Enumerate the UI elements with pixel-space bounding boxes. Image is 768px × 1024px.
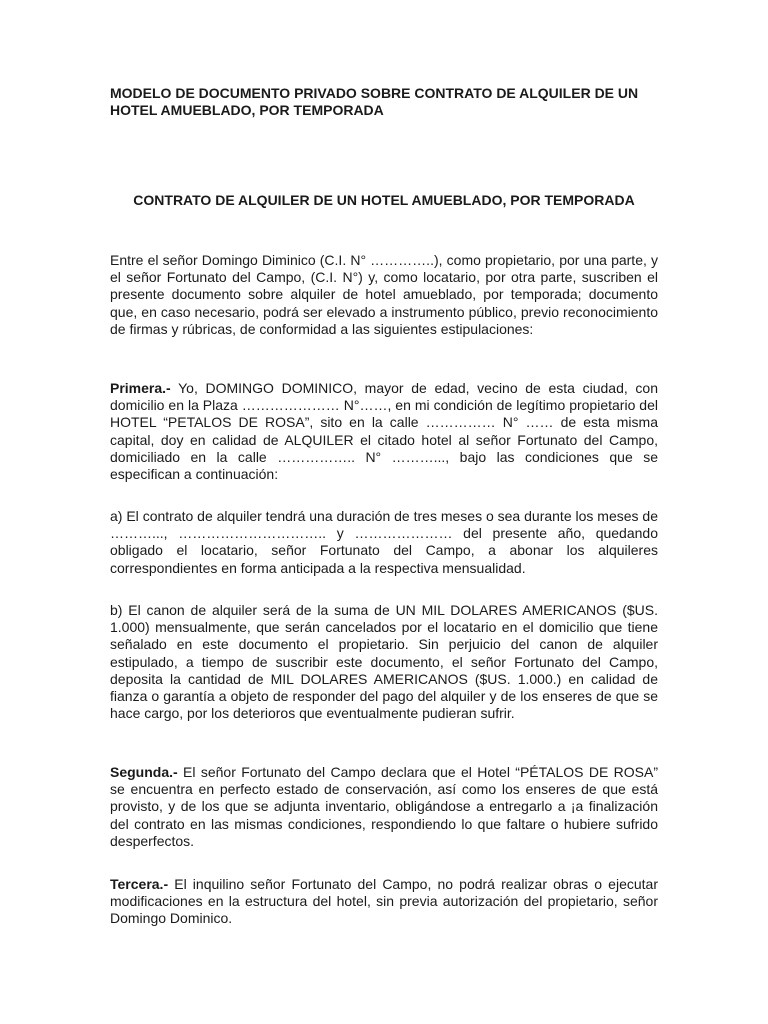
clause-segunda-text: El señor Fortunato del Campo declara que el Hotel “PÉTALOS DE ROSA” se encuentra en perfecto estado de conservación, así como los enseres de que está provisto, y de los que se adjunta inventario, obligándose a entregarlo a ¡a finalización del contrato en las mismas condiciones, respondiendo lo que faltare o hubiere sufrido desperfectos. <box>110 764 658 849</box>
contract-title: CONTRATO DE ALQUILER DE UN HOTEL AMUEBLADO, POR TEMPORADA <box>133 192 635 208</box>
clause-tercera-text: El inquilino señor Fortunato del Campo, no podrá realizar obras o ejecutar modificaciones en la estructura del hotel, sin previa autorización del propietario, señor Domingo Dominico. <box>110 876 658 927</box>
clause-tercera <box>110 876 658 928</box>
clause-b: b) El canon de alquiler será de la suma de UN MIL DOLARES AMERICANOS ($US. 1.000) mensualmente, que serán cancelados por el locatario en el domicilio que tiene señalado en este documento el propietario. Sin perjuicio del canon de alquiler estipulado, a tiempo de suscribir este documento, el señor Fortunato del Campo, deposita la cantidad de MIL DOLARES AMERICANOS ($US. 1.000.) en calidad de fianza o garantía a objeto de responder del pago del alquiler y de los enseres de que se hace cargo, por los deterioros que eventualmente pudieran sufrir. <box>110 602 658 722</box>
clause-segunda <box>110 764 658 850</box>
clause-segunda-label: Segunda.- <box>110 764 178 780</box>
clause-primera <box>110 380 658 483</box>
clause-a: a) El contrato de alquiler tendrá una duración de tres meses o sea durante los meses de ………..., ………………………….. y ………………… del presente año, quedando obligado el locatario, señor Fortunato del Campo, a abonar los alquileres correspondientes en forma anticipada a la respectiva mensualidad. <box>110 508 658 576</box>
document-title: MODELO DE DOCUMENTO PRIVADO SOBRE CONTRATO DE ALQUILER DE UN HOTEL AMUEBLADO, POR TEMPORADA <box>110 85 639 118</box>
clause-primera-label: Primera.- <box>110 380 171 396</box>
clause-tercera-label: Tercera.- <box>110 876 169 892</box>
clause-primera-text: Yo, DOMINGO DOMINICO, mayor de edad, vecino de esta ciudad, con domicilio en la Plaza ………………… N°……, en mi condición de legítimo propietario del HOTEL “PETALOS DE ROSA”, sito en la calle …………… N° …… de esta misma capital, doy en calidad de ALQUILER el citado hotel al señor Fortunato del Campo, domiciliado en la calle …………….. N° ………..., bajo las condiciones que se especifican a continuación: <box>110 380 658 483</box>
intro-paragraph: Entre el señor Domingo Diminico (C.I. N° …………..), como propietario, por una parte, y el señor Fortunato del Campo, (C.I. N°) y, como locatario, por otra parte, suscriben el presente documento sobre alquiler de hotel amueblado, por temporada; documento que, en caso necesario, podrá ser elevado a instrumento público, previo reconocimiento de firmas y rúbricas, de conformidad a las siguientes estipulaciones: <box>110 252 658 337</box>
